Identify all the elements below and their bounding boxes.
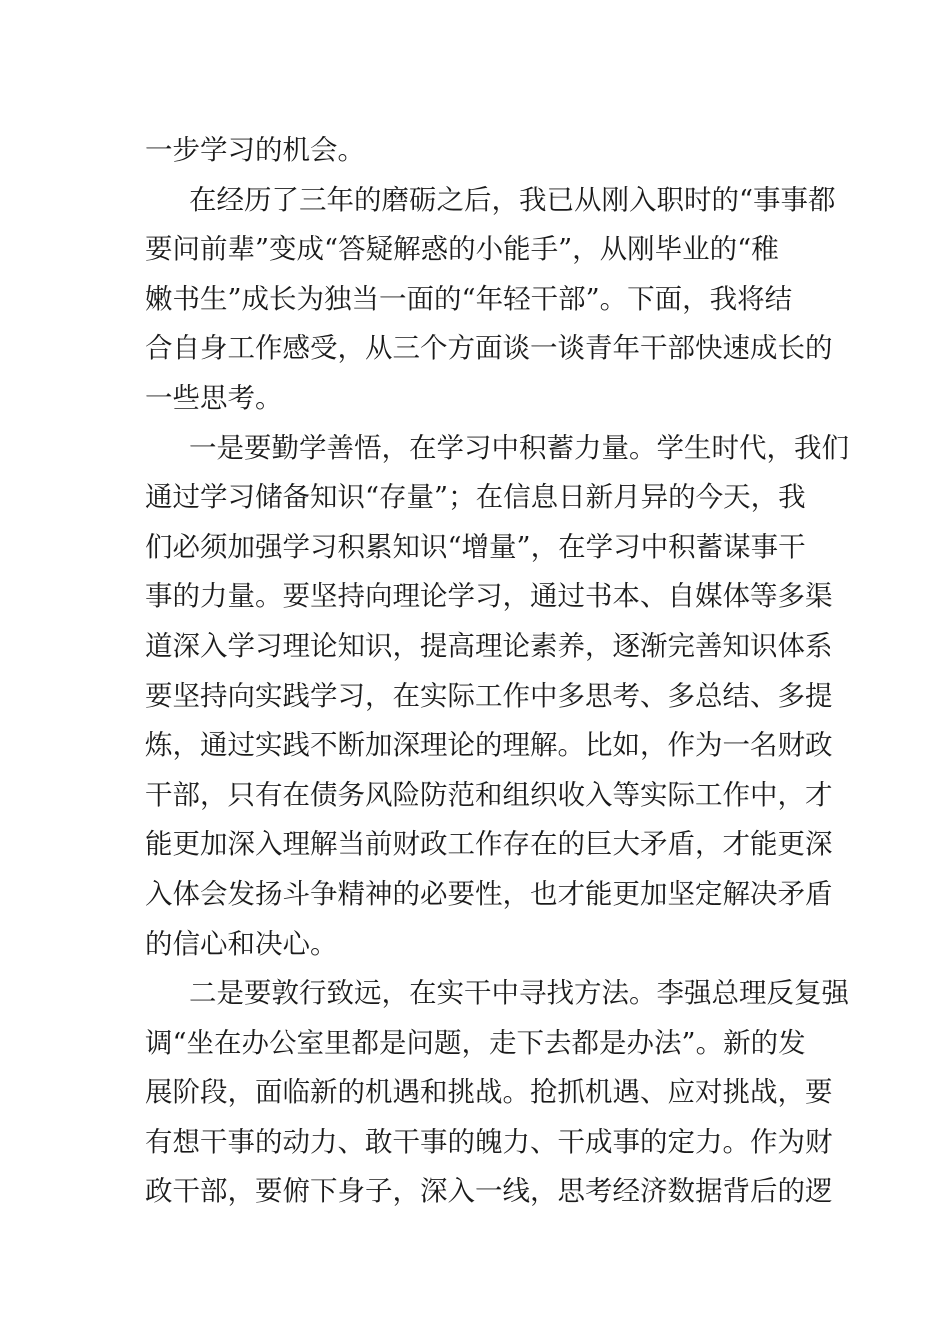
text-line: 能更加深入理解当前财政工作存在的巨大矛盾，才能更深 [145,828,833,861]
text-line: 炼，通过实践不断加深理论的理解。比如，作为一名财政 [145,729,833,762]
text-line: 干部，只有在债务风险防范和组织收入等实际工作中，才 [145,778,833,811]
text-line: 调“坐在办公室里都是问题，走下去都是办法”。新的发 [145,1026,806,1059]
text-line: 合自身工作感受，从三个方面谈一谈青年干部快速成长的 [145,332,833,365]
text-line: 们必须加强学习积累知识“增量”，在学习中积蓄谋事干 [145,530,806,563]
text-line: 二是要敦行致远，在实干中寻找方法。李强总理反复强 [189,977,849,1010]
text-line: 一些思考。 [145,381,283,414]
text-line: 入体会发扬斗争精神的必要性，也才能更加坚定解决矛盾 [145,877,833,910]
text-line: 政干部，要俯下身子，深入一线，思考经济数据背后的逻 [145,1175,833,1208]
text-line: 一是要勤学善悟，在学习中积蓄力量。学生时代，我们 [189,431,849,464]
text-line: 要坚持向实践学习，在实际工作中多思考、多总结、多提 [145,679,833,712]
text-line: 通过学习储备知识“存量”；在信息日新月异的今天，我 [145,481,806,514]
text-line: 的信心和决心。 [145,927,338,960]
text-line: 在经历了三年的磨砺之后，我已从刚入职时的“事事都 [189,183,836,216]
text-line: 道深入学习理论知识，提高理论素养，逐渐完善知识体系 [145,629,833,662]
text-line: 有想干事的动力、敢干事的魄力、干成事的定力。作为财 [145,1125,833,1158]
document-body [145,126,849,1217]
text-line: 一步学习的机会。 [145,134,365,166]
text-line: 展阶段，面临新的机遇和挑战。抢抓机遇、应对挑战，要 [145,1076,833,1109]
text-line: 嫩书生”成长为独当一面的“年轻干部”。下面，我将结 [145,282,793,315]
text-line: 要问前辈”变成“答疑解惑的小能手”，从刚毕业的“稚 [145,233,779,266]
text-line: 事的力量。要坚持向理论学习，通过书本、自媒体等多渠 [145,580,833,613]
